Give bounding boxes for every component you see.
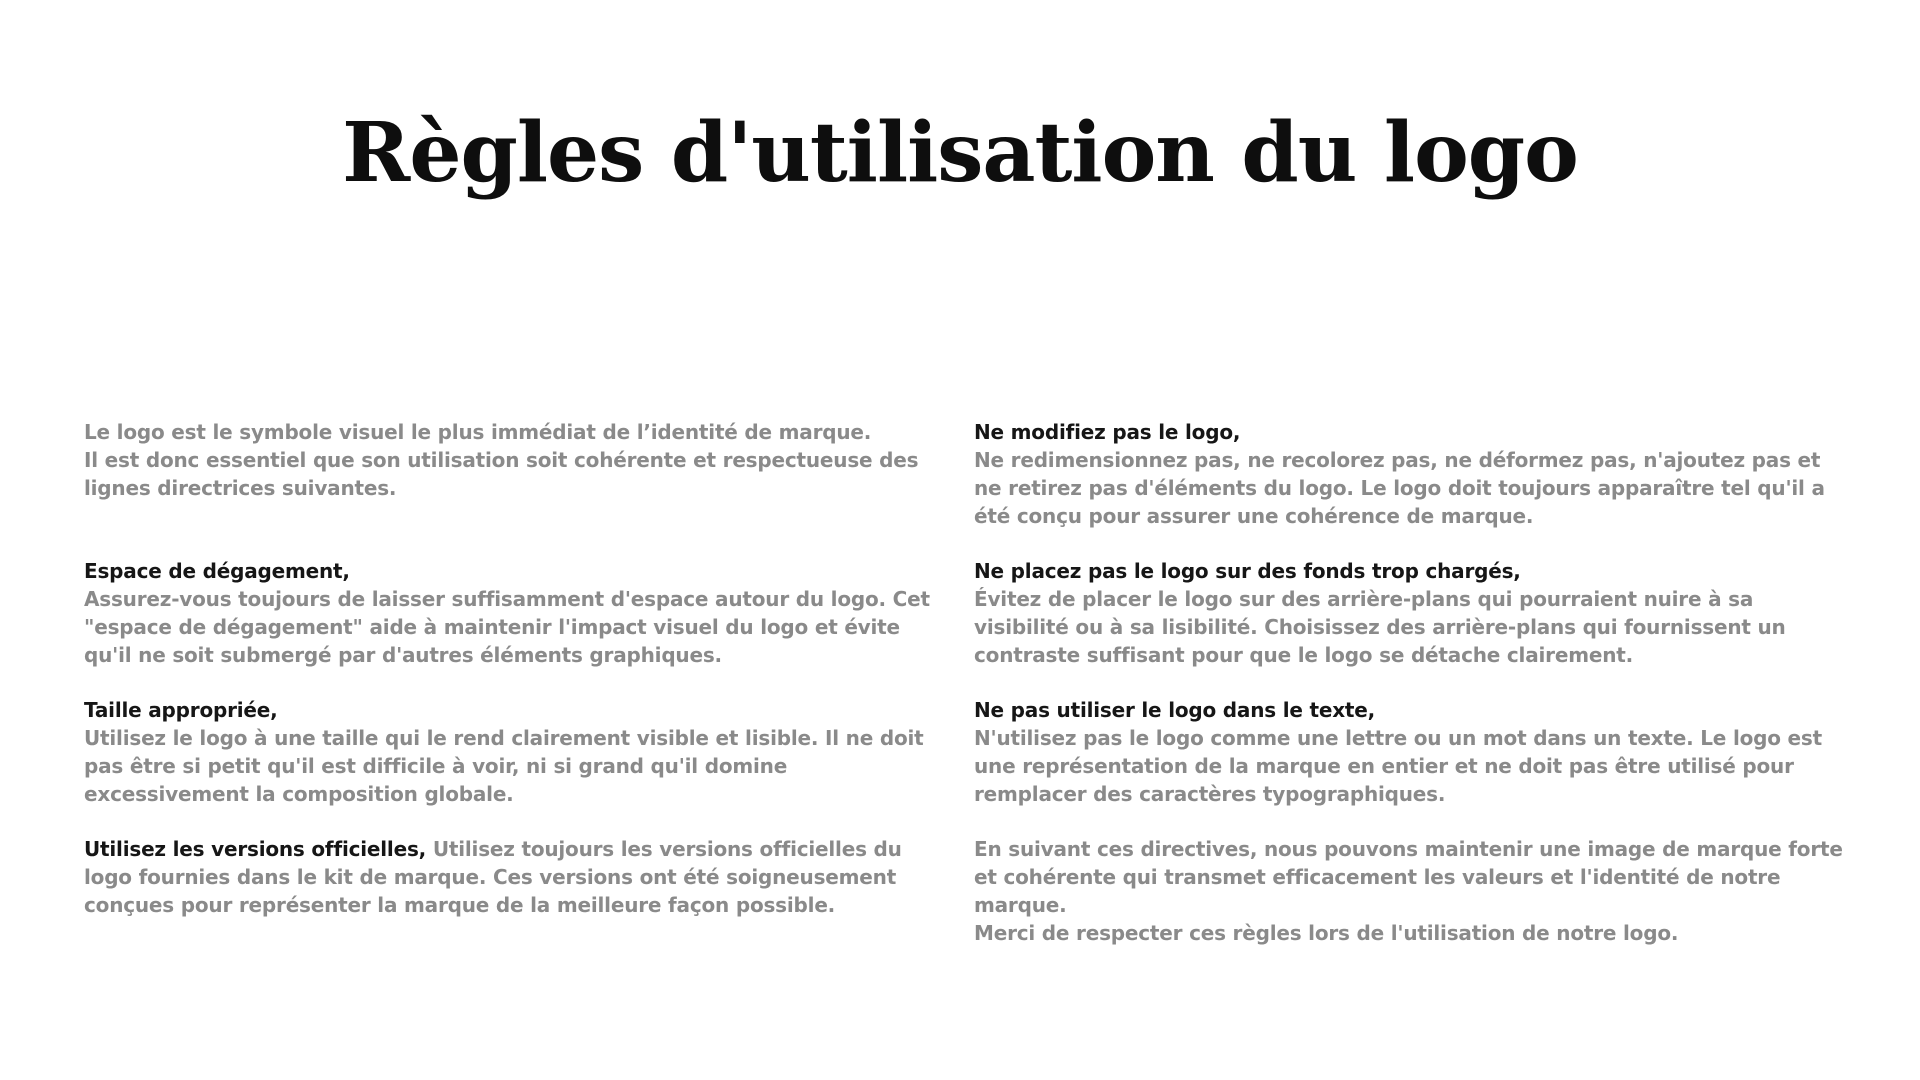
section-logo-dans-texte	[974, 696, 1854, 835]
closing-block	[974, 835, 1854, 945]
section-espace-degagement	[84, 557, 954, 696]
intro-line-1: Le logo est le symbole visuel le plus immédiat de l’identité de marque.	[84, 420, 872, 444]
closing-line-1: En suivant ces directives, nous pouvons maintenir une image de marque forte et cohérente qui transmet efficacement les valeurs et l'identité de notre marque.	[974, 837, 1843, 917]
section-heading: Ne pas utiliser le logo dans le texte,	[974, 698, 1376, 722]
intro-block	[84, 418, 954, 557]
page-title: Règles d'utilisation du logo	[342, 105, 1578, 201]
section-heading: Ne modifiez pas le logo,	[974, 420, 1241, 444]
section-versions-officielles	[84, 835, 954, 919]
closing-line-2: Merci de respecter ces règles lors de l'utilisation de notre logo.	[974, 921, 1679, 945]
section-body: Assurez-vous toujours de laisser suffisamment d'espace autour du logo. Cet "espace de dégagement" aide à maintenir l'impact visuel du logo et évite qu'il ne soit submergé par d'autres éléments graphiques.	[84, 587, 930, 667]
section-heading: Utilisez les versions officielles,	[84, 837, 427, 861]
intro-line-2: Il est donc essentiel que son utilisation soit cohérente et respectueuse des lignes directrices suivantes.	[84, 448, 919, 500]
section-body: N'utilisez pas le logo comme une lettre ou un mot dans un texte. Le logo est une représentation de la marque en entier et ne doit pas être utilisé pour remplacer des caractères typographiques.	[974, 726, 1822, 806]
section-taille-appropriee	[84, 696, 954, 835]
section-body: Ne redimensionnez pas, ne recolorez pas, ne déformez pas, n'ajoutez pas et ne retirez pas d'éléments du logo. Le logo doit toujours apparaître tel qu'il a été conçu pour assurer une cohérence de marque.	[974, 448, 1825, 528]
section-heading: Espace de dégagement,	[84, 559, 350, 583]
right-column	[974, 418, 1854, 945]
closing-paragraph	[974, 835, 1854, 947]
section-heading: Ne placez pas le logo sur des fonds trop chargés,	[974, 559, 1521, 583]
left-column	[84, 418, 954, 919]
section-body: Utilisez le logo à une taille qui le rend clairement visible et lisible. Il ne doit pas être si petit qu'il est difficile à voir, ni si grand qu'il domine excessivement la composition globale.	[84, 726, 924, 806]
intro-paragraph	[84, 418, 954, 502]
section-body: Évitez de placer le logo sur des arrière-plans qui pourraient nuire à sa visibilité ou à sa lisibilité. Choisissez des arrière-plans qui fournissent un contraste suffisant pour que le logo se détache clairement.	[974, 587, 1786, 667]
section-body: Utilisez toujours les versions officielles du logo fournies dans le kit de marque. Ces versions ont été soigneusement conçues pour représenter la marque de la meilleure façon possible.	[84, 837, 902, 917]
section-ne-modifiez-pas	[974, 418, 1854, 557]
section-heading: Taille appropriée,	[84, 698, 278, 722]
section-fonds-charges	[974, 557, 1854, 696]
